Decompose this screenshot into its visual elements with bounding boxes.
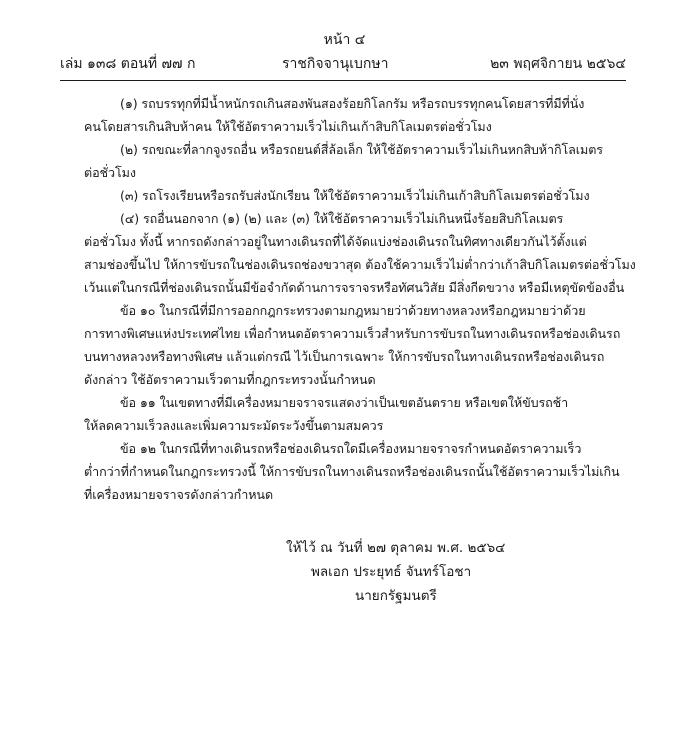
body-line: (๑) รถบรรทุกที่มีน้ำหนักรถเกินสองพันสองร้อยกิโลกรัม หรือรถบรรทุกคนโดยสารที่มีที่นั่ง xyxy=(120,96,585,111)
body-line: (๓) รถโรงเรียนหรือรถรับส่งนักเรียน ให้ใช้อัตราความเร็วไม่เกินเก้าสิบกิโลเมตรต่อชั่วโมง xyxy=(120,188,590,203)
signatory-name: พลเอก ประยุทธ์ จันทร์โอชา xyxy=(311,564,472,580)
body-line: สามช่องขึ้นไป ให้การขับรถในช่องเดินรถช่องขวาสุด ต้องใช้ความเร็วไม่ต่ำกว่าเก้าสิบกิโลเมตรต่อชั่วโมง xyxy=(84,257,636,272)
body-line: ดังกล่าว ใช้อัตราความเร็วตามที่กฎกระทรวงนั้นกำหนด xyxy=(84,372,376,387)
body-line: ต่อชั่วโมง ทั้งนี้ หากรถดังกล่าวอยู่ในทางเดินรถที่ได้จัดแบ่งช่องเดินรถในทิศทางเดียวกันไว้ตั้งแต่ xyxy=(84,234,587,249)
body-line: ข้อ ๑๐ ในกรณีที่มีการออกกฎกระทรวงตามกฎหมายว่าด้วยทางหลวงหรือกฎหมายว่าด้วย xyxy=(120,303,586,318)
signatory-title: นายกรัฐมนตรี xyxy=(355,588,437,604)
body-line: บนทางหลวงหรือทางพิเศษ แล้วแต่กรณี ไว้เป็นการเฉพาะ ให้การขับรถในทางเดินรถหรือช่องเดินรถ xyxy=(84,349,605,364)
body-line: (๒) รถขณะที่ลากจูงรถอื่น หรือรถยนต์สี่ล้อเล็ก ให้ใช้อัตราความเร็วไม่เกินหกสิบห้ากิโลเมตร xyxy=(120,142,603,157)
body-line: ต่ำกว่าที่กำหนดในกฎกระทรวงนี้ ให้การขับรถในทางเดินรถหรือช่องเดินรถนั้นใช้อัตราความเร็วไม่เกิน xyxy=(84,464,620,479)
publication-title: ราชกิจจานุเบกษา xyxy=(282,56,389,72)
body-line: (๔) รถอื่นนอกจาก (๑) (๒) และ (๓) ให้ใช้อัตราความเร็วไม่เกินหนึ่งร้อยสิบกิโลเมตร xyxy=(120,211,564,226)
page-number: หน้า ๔ xyxy=(323,32,366,48)
body-line: ที่เครื่องหมายจราจรดังกล่าวกำหนด xyxy=(84,487,274,502)
body-line: เว้นแต่ในกรณีที่ช่องเดินรถนั้นมีข้อจำกัดด้านการจราจรหรือทัศนวิสัย มีสิ่งกีดขวาง หรือมีเหตุขัดข้องอื่น xyxy=(84,280,625,295)
header-divider xyxy=(60,80,626,81)
body-line: ต่อชั่วโมง xyxy=(84,165,136,180)
volume-issue: เล่ม ๑๓๘ ตอนที่ ๗๗ ก xyxy=(60,56,196,72)
body-line: คนโดยสารเกินสิบห้าคน ให้ใช้อัตราความเร็วไม่เกินเก้าสิบกิโลเมตรต่อชั่วโมง xyxy=(84,119,492,134)
body-line: การทางพิเศษแห่งประเทศไทย เพื่อกำหนดอัตราความเร็วสำหรับการขับรถในทางเดินรถหรือช่องเดินรถ xyxy=(84,326,621,341)
publication-date: ๒๓ พฤศจิกายน ๒๕๖๔ xyxy=(490,56,626,72)
body-line: ข้อ ๑๑ ในเขตทางที่มีเครื่องหมายจราจรแสดงว่าเป็นเขตอันตราย หรือเขตให้ขับรถช้า xyxy=(120,395,569,410)
body-line: ให้ลดความเร็วลงและเพิ่มความระมัดระวังขึ้นตามสมควร xyxy=(84,418,384,433)
given-date: ให้ไว้ ณ วันที่ ๒๗ ตุลาคม พ.ศ. ๒๕๖๔ xyxy=(286,540,506,556)
body-line: ข้อ ๑๒ ในกรณีที่ทางเดินรถหรือช่องเดินรถใดมีเครื่องหมายจราจรกำหนดอัตราความเร็ว xyxy=(120,441,582,456)
